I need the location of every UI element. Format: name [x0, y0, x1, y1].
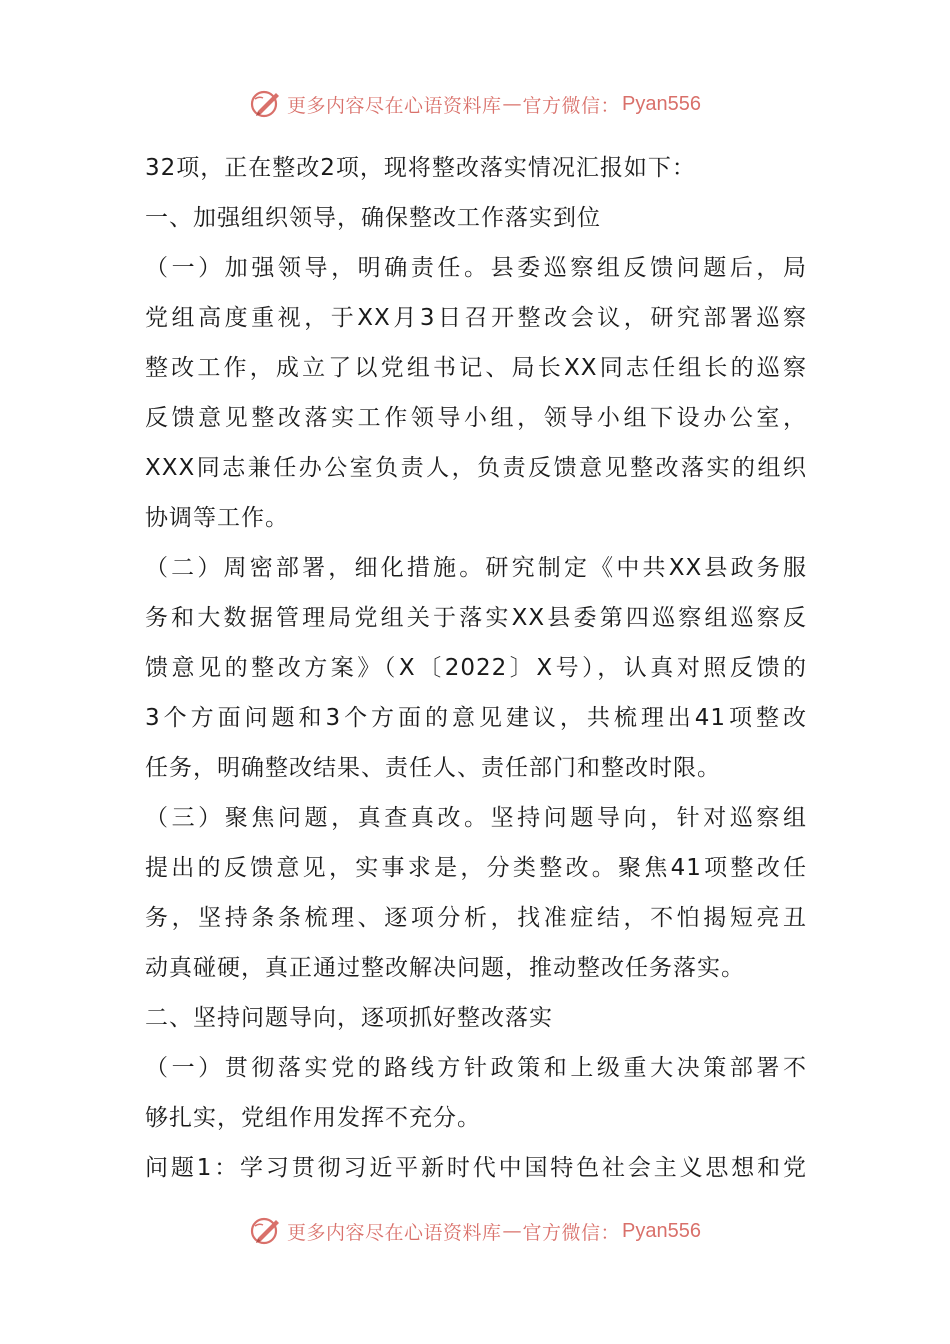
text-line: 提出的反馈意见，实事求是，分类整改。聚焦41项整改任 — [145, 855, 807, 881]
text-line: 任务，明确整改结果、责任人、责任部门和整改时限。 — [145, 755, 721, 781]
text-line: 党组高度重视，于XX月3日召开整改会议，研究部署巡察 — [145, 305, 807, 331]
text-line: 务，坚持条条梳理、逐项分析，找准症结，不怕揭短亮丑 — [145, 905, 807, 931]
footer-watermark — [0, 1211, 950, 1251]
watermark-text: 更多内容尽在心语资料库 — [287, 94, 502, 117]
watermark-text: 更多内容尽在心语资料库 — [287, 1221, 502, 1244]
watermark-wechat-id: Pyan556 — [622, 92, 701, 115]
watermark-wechat-id: Pyan556 — [622, 1219, 701, 1242]
section-heading: 二、坚持问题导向，逐项抓好整改落实 — [145, 1005, 553, 1031]
text-line: （一）贯彻落实党的路线方针政策和上级重大决策部署不 — [145, 1055, 807, 1081]
watermark-separator: — — [502, 93, 522, 115]
document-body — [145, 143, 807, 1193]
text-line: XXX同志兼任办公室负责人，负责反馈意见整改落实的组织 — [145, 455, 807, 481]
text-line: 协调等工作。 — [145, 505, 289, 531]
text-line: （一）加强领导，明确责任。县委巡察组反馈问题后，局 — [145, 255, 807, 281]
text-line: （三）聚焦问题，真查真改。坚持问题导向，针对巡察组 — [145, 805, 807, 831]
pen-logo-icon — [249, 87, 283, 121]
text-line: 问题1：学习贯彻习近平新时代中国特色社会主义思想和党 — [145, 1155, 807, 1181]
text-line: 3个方面问题和3个方面的意见建议，共梳理出41项整改 — [145, 705, 807, 731]
text-line: （二）周密部署，细化措施。研究制定《中共XX县政务服 — [145, 555, 807, 581]
text-line: 动真碰硬，真正通过整改解决问题，推动整改任务落实。 — [145, 955, 745, 981]
text-line: 反馈意见整改落实工作领导小组，领导小组下设办公室， — [145, 405, 807, 431]
text-line: 馈意见的整改方案》（X〔2022〕X号），认真对照反馈的 — [145, 655, 807, 681]
text-line: 32项，正在整改2项，现将整改落实情况汇报如下： — [145, 155, 696, 181]
watermark-official-label: 官方微信： — [522, 1221, 621, 1244]
text-line: 整改工作，成立了以党组书记、局长XX同志任组长的巡察 — [145, 355, 807, 381]
header-watermark — [0, 84, 950, 124]
watermark-official-label: 官方微信： — [522, 94, 621, 117]
watermark-separator: — — [502, 1220, 522, 1242]
pen-logo-icon — [249, 1214, 283, 1248]
section-heading: 一、加强组织领导，确保整改工作落实到位 — [145, 205, 601, 231]
text-line: 够扎实，党组作用发挥不充分。 — [145, 1105, 481, 1131]
text-line: 务和大数据管理局党组关于落实XX县委第四巡察组巡察反 — [145, 605, 807, 631]
